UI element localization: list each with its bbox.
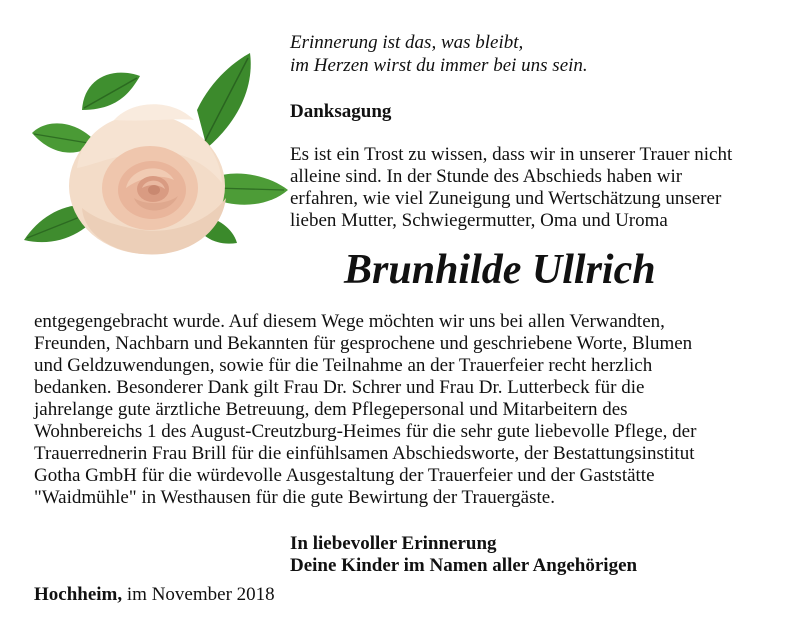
poem-line: im Herzen wirst du immer bei uns sein.: [290, 55, 588, 76]
text-line: Gotha GmbH für die würdevolle Ausgestaltung der Trauerfeier und der Gaststätte: [34, 465, 655, 486]
poem-line: Erinnerung ist das, was bleibt,: [290, 32, 524, 53]
signature-block: [290, 533, 637, 577]
text-line: entgegengebracht wurde. Auf diesem Wege möchten wir uns bei allen Verwandten,: [34, 311, 665, 332]
text-line: Trauerrednerin Frau Brill für die einfühlsamen Abschiedsworte, der Bestattungsinstitut: [34, 443, 695, 464]
text-line: und Geldzuwendungen, sowie für die Teilnahme an der Trauerfeier recht herzlich: [34, 355, 653, 376]
poem-verse: [290, 31, 588, 77]
text-line: Freunden, Nachbarn und Bekannten für gesprochene und geschriebene Worte, Blumen: [34, 333, 693, 354]
text-line: erfahren, wie viel Zuneigung und Wertschätzung unserer: [290, 188, 722, 209]
body-paragraph: [34, 311, 696, 509]
signature-line: Deine Kinder im Namen aller Angehörigen: [290, 555, 638, 576]
text-line: "Waidmühle" in Westhausen für die gute Bewirtung der Trauergäste.: [34, 487, 555, 508]
signature-line: In liebevoller Erinnerung: [290, 533, 497, 554]
place-town: Hochheim,: [34, 584, 123, 605]
text-line: Es ist ein Trost zu wissen, dass wir in unserer Trauer nicht: [290, 144, 733, 165]
text-line: alleine sind. In der Stunde des Abschieds haben wir: [290, 166, 683, 187]
intro-paragraph: [290, 144, 732, 232]
rose-image: [22, 48, 292, 260]
text-line: Wohnbereichs 1 des August-Creutzburg-Heimes für die sehr gute liebevolle Pflege, der: [34, 421, 697, 442]
place-date: [34, 584, 275, 606]
text-line: bedanken. Besonderer Dank gilt Frau Dr. Schrer und Frau Dr. Lutterbeck für die: [34, 377, 645, 398]
text-line: jahrelange gute ärztliche Betreuung, dem Pflegepersonal und Mitarbeitern des: [34, 399, 628, 420]
place-date-text: im November 2018: [126, 584, 275, 605]
deceased-name: Brunhilde Ullrich: [344, 247, 656, 293]
section-heading: Danksagung: [290, 101, 392, 122]
text-line: lieben Mutter, Schwiegermutter, Oma und Uroma: [290, 210, 668, 231]
